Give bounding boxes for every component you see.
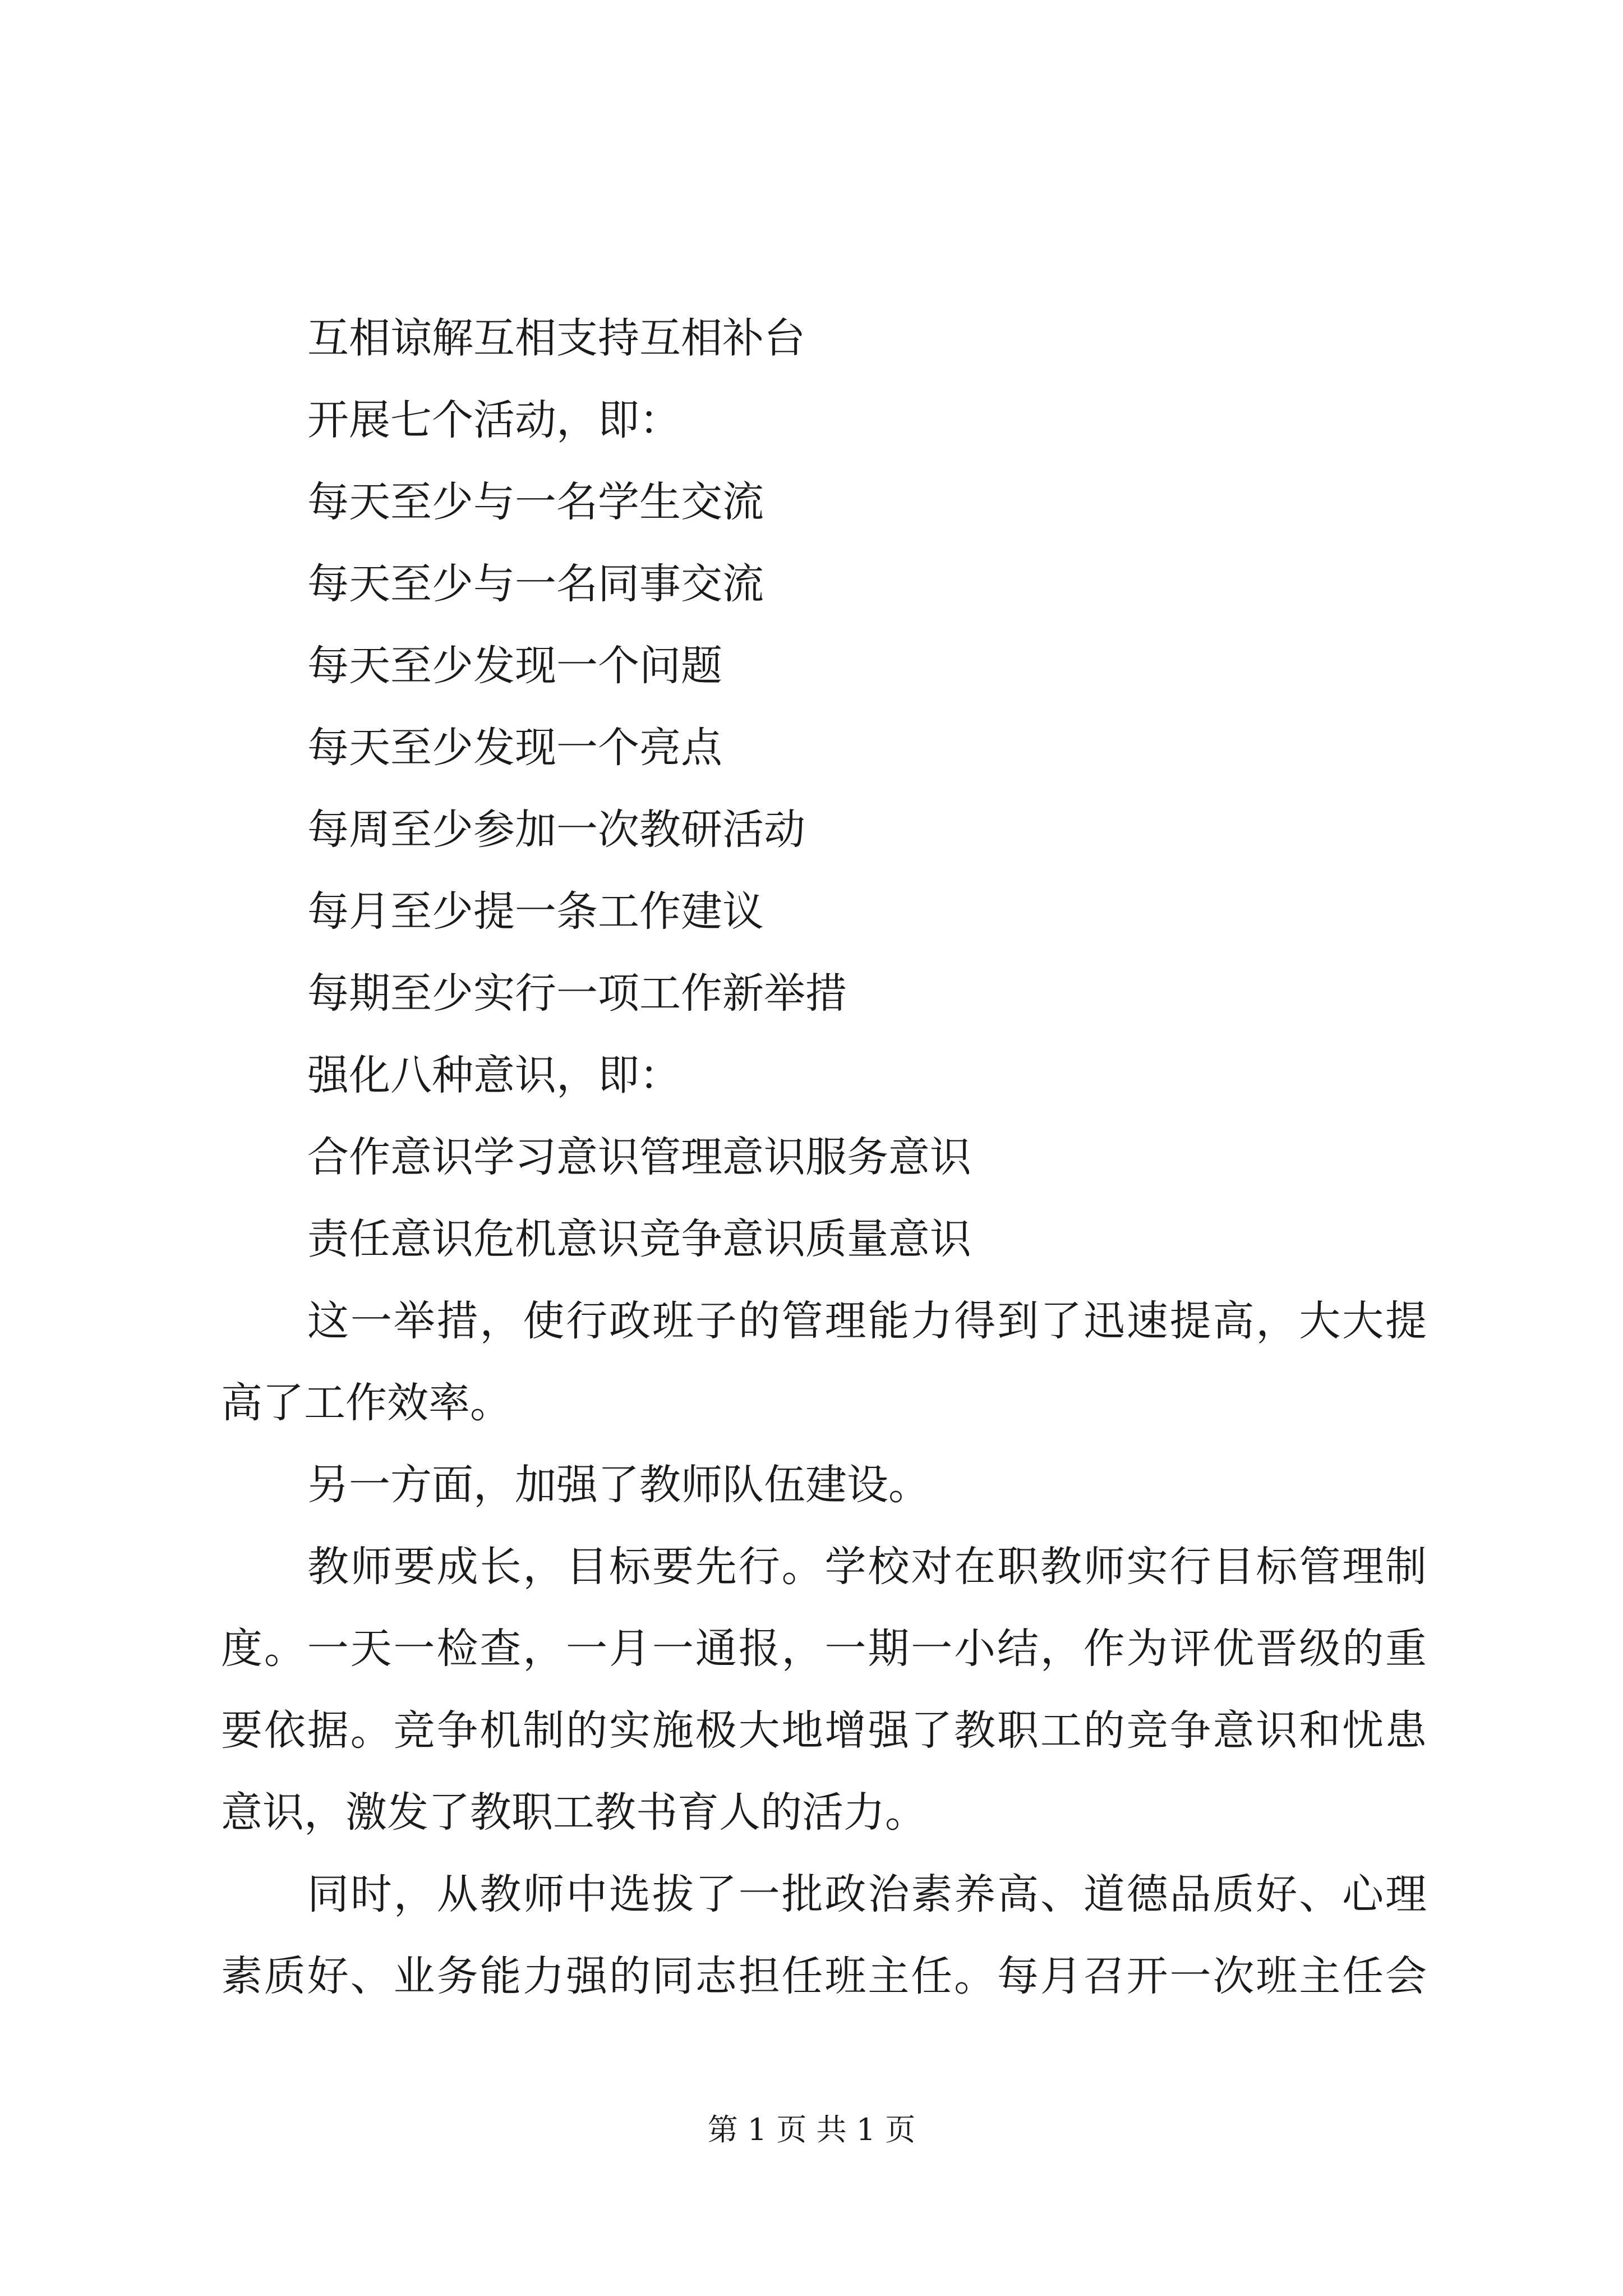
text-line: 互相谅解互相支持互相补台 (307, 314, 805, 362)
text-line: 每天至少与一名学生交流 (307, 478, 764, 526)
text-line: 每周至少参加一次教研活动 (307, 806, 805, 854)
page-footer: 第 1 页 共 1 页 (707, 2112, 916, 2147)
text-line: 开展七个活动，即： (307, 396, 681, 444)
text-line: 每天至少发现一个亮点 (307, 724, 722, 772)
text-line: 每天至少与一名同事交流 (307, 560, 764, 608)
text-line: 每月至少提一条工作建议 (307, 887, 764, 936)
paragraph-line: 同时，从教师中选拔了一批政治素养高、道德品质好、心理 (307, 1870, 1427, 1918)
text-line: 合作意识学习意识管理意识服务意识 (307, 1133, 971, 1181)
text-line: 责任意识危机意识竞争意识质量意识 (307, 1215, 971, 1263)
paragraph-line: 度。一天一检查，一月一通报，一期一小结，作为评优晋级的重 (221, 1625, 1427, 1673)
paragraph-line: 素质好、业务能力强的同志担任班主任。每月召开一次班主任会 (221, 1952, 1427, 2000)
paragraph-line: 这一举措，使行政班子的管理能力得到了迅速提高，大大提 (307, 1297, 1427, 1345)
text-line: 强化八种意识，即： (307, 1051, 681, 1099)
paragraph-line: 意识，激发了教职工教书育人的活力。 (221, 1788, 926, 1837)
paragraph-line: 高了工作效率。 (221, 1379, 511, 1427)
text-line: 每期至少实行一项工作新举措 (307, 969, 847, 1018)
text-line: 每天至少发现一个问题 (307, 642, 722, 690)
paragraph-line: 另一方面，加强了教师队伍建设。 (307, 1461, 930, 1509)
paragraph-line: 教师要成长，目标要先行。学校对在职教师实行目标管理制 (307, 1543, 1427, 1591)
paragraph-line: 要依据。竞争机制的实施极大地增强了教职工的竞争意识和忧患 (221, 1706, 1427, 1755)
